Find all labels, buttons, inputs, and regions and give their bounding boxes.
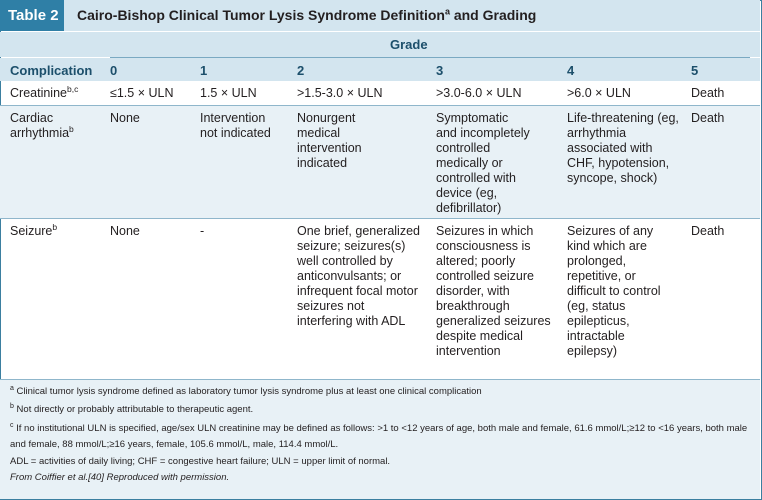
table-title — [77, 0, 536, 31]
row-label-footnote-mark: b — [69, 123, 74, 134]
table-cell: 1.5 × ULN — [200, 86, 257, 100]
table-title-footnote-mark: a — [444, 6, 450, 17]
column-header-row — [0, 58, 760, 81]
table-number-tag: Table 2 — [0, 0, 64, 31]
table-cell: None — [110, 224, 140, 238]
column-header-grade-5: 5 — [691, 63, 699, 78]
row-label-seizure — [10, 221, 58, 239]
footnote-mark: b — [10, 402, 14, 410]
table-cell: Death — [691, 111, 725, 125]
table-cell: >6.0 × ULN — [567, 86, 631, 100]
footnote-text: If no institutional ULN is specified, age/sex ULN creatinine may be defined as follows: >1 to <12 years of age, both male and female, 61.6 mmol/L;≥12 to <16 years, both male and female, 88 mmol/L;≥16 years, female, 105.6 mmol/L, male, 114.4 mmol/L. — [10, 423, 748, 450]
table-cell: Seizures of any kind which are prolonged, repetitive, or difficult to control (eg, status epilepticus, intractable epilepsy) — [567, 224, 661, 358]
table-cell: Intervention not indicated — [200, 111, 271, 140]
footnote-c — [10, 421, 755, 453]
column-header-complication: Complication — [10, 63, 93, 78]
table-cell: >1.5-3.0 × ULN — [297, 86, 383, 100]
table-title-bar — [0, 0, 760, 31]
grade-header — [0, 32, 760, 57]
row-label-footnote-mark: b,c — [66, 83, 79, 94]
column-header-grade-1: 1 — [200, 63, 208, 78]
footnote-mark: c — [10, 421, 14, 429]
footnotes — [0, 380, 760, 499]
table-cell: >3.0-6.0 × ULN — [436, 86, 522, 100]
row-label-text: Creatinine — [10, 86, 67, 100]
table-cell: - — [200, 224, 205, 238]
column-header-grade-4: 4 — [567, 63, 575, 78]
footnote-text: Not directly or probably attributable to therapeutic agent. — [16, 404, 254, 415]
footnote-mark: a — [10, 384, 14, 392]
table-cell: Symptomatic and incompletely controlled medically or controlled with device (eg, defibrillator) — [436, 111, 530, 215]
footnote-source: From Coiffier et al.[40] Reproduced with permission. — [10, 472, 230, 483]
row-label-text: Cardiac arrhythmia — [10, 111, 70, 140]
row-label-creatinine — [10, 83, 79, 101]
table-cell: Seizures in which consciousness is altered; poorly controlled seizure disorder, with breakthrough generalized seizures despite medical intervention — [436, 224, 551, 358]
table-row-seizure — [0, 219, 760, 379]
footnote-a — [10, 385, 482, 398]
table-cell: Nonurgent medical intervention indicated — [297, 111, 362, 170]
row-label-text: Seizure — [10, 224, 53, 238]
table-title-suffix: and Grading — [449, 7, 537, 23]
table-cell: Death — [691, 224, 725, 238]
table-cell: ≤1.5 × ULN — [110, 86, 174, 100]
column-header-grade-0: 0 — [110, 63, 118, 78]
footnote-text: Clinical tumor lysis syndrome defined as laboratory tumor lysis syndrome plus at least one clinical complication — [16, 386, 482, 397]
table-title-text: Cairo-Bishop Clinical Tumor Lysis Syndrome Definition — [77, 7, 445, 23]
row-label-footnote-mark: b — [52, 221, 58, 232]
table-cell: Life-threatening (eg, arrhythmia associated with CHF, hypotension, syncope, shock) — [567, 111, 679, 185]
table-row-cardiac-arrhythmia — [0, 106, 760, 218]
table-cell: None — [110, 111, 140, 125]
row-label-cardiac-arrhythmia — [10, 111, 102, 141]
table-row-creatinine — [0, 81, 760, 105]
column-header-grade-2: 2 — [297, 63, 305, 78]
footnote-abbreviations: ADL = activities of daily living; CHF = congestive heart failure; ULN = upper limit of normal. — [10, 456, 391, 467]
footnote-b — [10, 403, 253, 416]
column-header-grade-3: 3 — [436, 63, 444, 78]
table-cell: Death — [691, 86, 725, 100]
grade-header-label: Grade — [390, 37, 428, 52]
table-cell: One brief, generalized seizure; seizures(s) well controlled by anticonvulsants; or infrequent focal motor seizures not interfering with ADL — [297, 224, 420, 328]
